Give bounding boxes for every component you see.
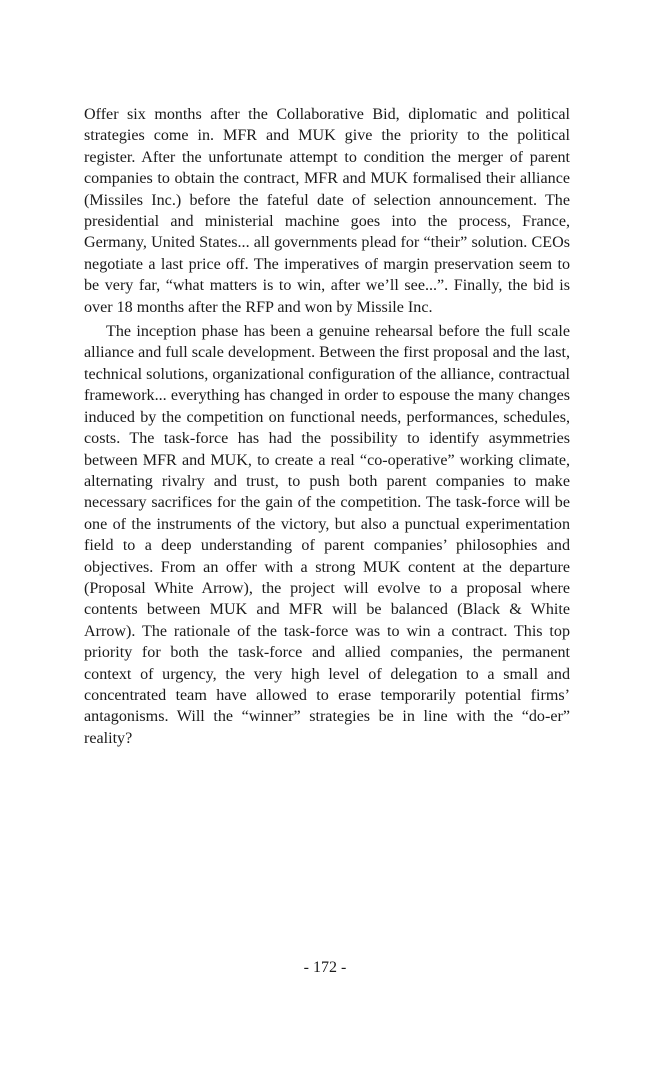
paragraph-1: Offer six months after the Collaborative Bid, diplomatic and political strategies come in. MFR and MUK give the priority to the political register. After the unfortunate attempt to condition the merger of parent companies to obtain the contract, MFR and MUK formalised their alliance (Missiles Inc.) before the fateful date of selection announcement. The presidential and ministerial machine goes into the process, France, Germany, United States... all governments plead for “their” solution. CEOs negotiate a last price off. The imperatives of margin preservation seem to be very far, “what matters is to win, after we’ll see...”. Finally, the bid is over 18 months after the RFP and won by Missile Inc. <box>84 106 570 316</box>
paragraph-2: The inception phase has been a genuine rehearsal before the full scale alliance and full scale development. Between the first proposal and the last, technical solutions, organizational configuration of the alliance, contractual framework... everything has changed in order to espouse the many changes induced by the competition on functional needs, performances, schedules, costs. The task-force has had the possibility to identify asymmetries between MFR and MUK, to create a real “co-operative” working climate, alternating rivalry and trust, to push both parent companies to make necessary sacrifices for the gain of the competition. The task-force will be one of the instruments of the victory, but also a punctual experimentation field to a deep understanding of parent companies’ philosophies and objectives. From an offer with a strong MUK content at the departure (Proposal White Arrow), the project will evolve to a proposal where contents between MUK and MFR will be balanced (Black & White Arrow). The rationale of the task-force was to win a contract. This top priority for both the task-force and allied companies, the permanent context of urgency, the very high level of delegation to a small and concentrated team have allowed to erase temporarily potential firms’ antagonisms. Will the “winner” strategies be in line with the “do-er” reality? <box>84 323 570 747</box>
page-number: - 172 - <box>303 959 347 976</box>
body-text <box>84 104 570 752</box>
